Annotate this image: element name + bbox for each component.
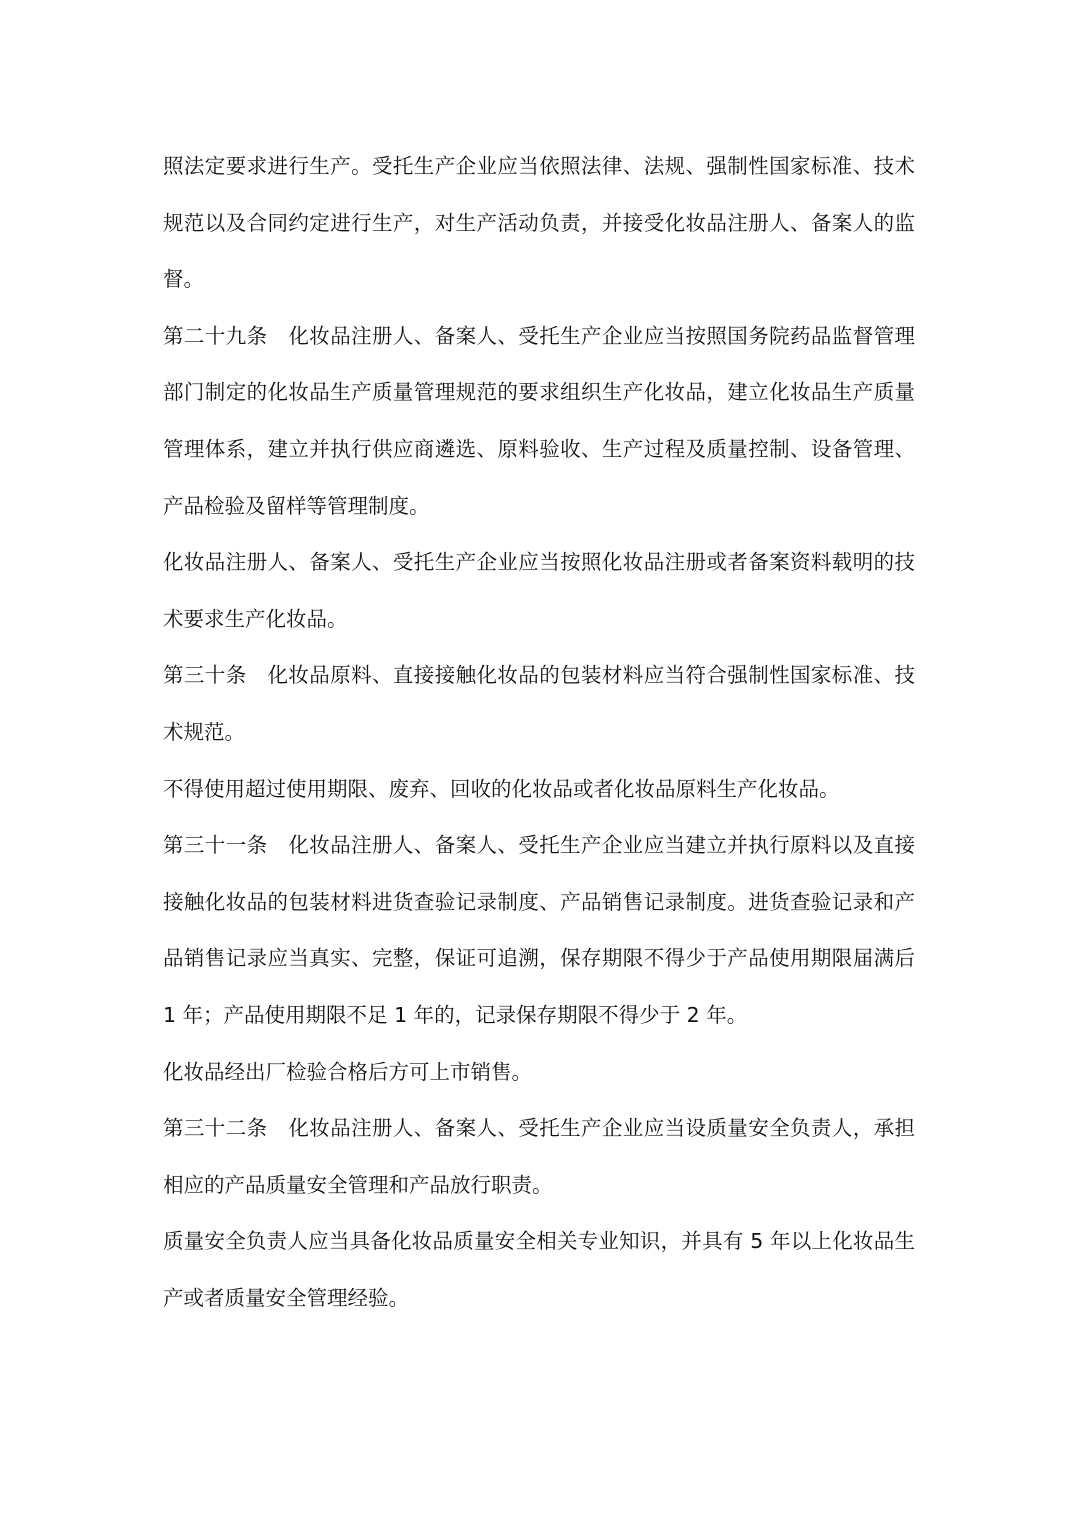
paragraph-article-30: 第三十条 化妆品原料、直接接触化妆品的包装材料应当符合强制性国家标准、技术规范。 <box>163 663 915 744</box>
paragraph-continuation: 照法定要求进行生产。受托生产企业应当依照法律、法规、强制性国家标准、技术规范以及合同约定进行生产，对生产活动负责，并接受化妆品注册人、备案人的监督。 <box>163 154 915 292</box>
paragraph-article-31-clause-2: 化妆品经出厂检验合格后方可上市销售。 <box>163 1059 532 1084</box>
paragraph-article-30-clause-2: 不得使用超过使用期限、废弃、回收的化妆品或者化妆品原料生产化妆品。 <box>163 776 840 801</box>
document-body <box>163 138 922 1326</box>
paragraph-article-31: 第三十一条 化妆品注册人、备案人、受托生产企业应当建立并执行原料以及直接接触化妆品的包装材料进货查验记录制度、产品销售记录制度。进货查验记录和产品销售记录应当真实、完整，保证可追溯，保存期限不得少于产品使用期限届满后 1 年；产品使用期限不足 1 年的，记录保存期限不得少于 2 年。 <box>163 833 922 1027</box>
paragraph-article-29: 第二十九条 化妆品注册人、备案人、受托生产企业应当按照国务院药品监督管理部门制定的化妆品生产质量管理规范的要求组织生产化妆品，建立化妆品生产质量管理体系，建立并执行供应商遴选、原料验收、生产过程及质量控制、设备管理、产品检验及留样等管理制度。 <box>163 323 915 518</box>
paragraph-article-29-clause-2: 化妆品注册人、备案人、受托生产企业应当按照化妆品注册或者备案资料载明的技术要求生产化妆品。 <box>163 550 915 631</box>
paragraph-article-32-clause-2: 质量安全负责人应当具备化妆品质量安全相关专业知识，并具有 5 年以上化妆品生产或者质量安全管理经验。 <box>163 1229 915 1310</box>
paragraph-article-32: 第三十二条 化妆品注册人、备案人、受托生产企业应当设质量安全负责人，承担相应的产品质量安全管理和产品放行职责。 <box>163 1116 915 1197</box>
